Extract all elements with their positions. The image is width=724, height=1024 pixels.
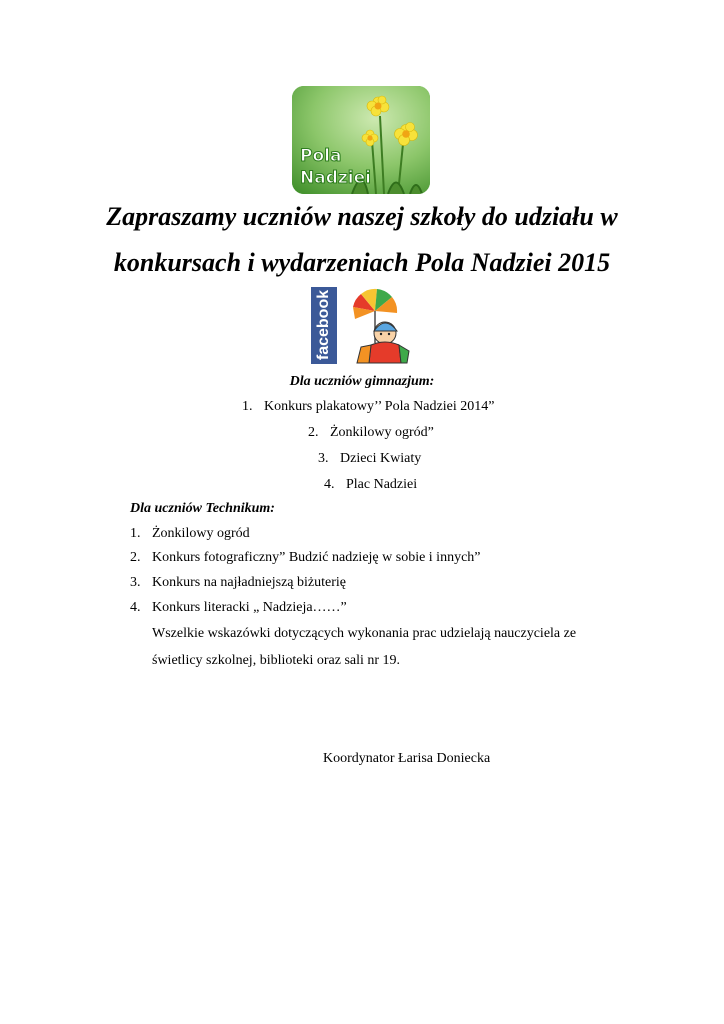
instructions-note-line-1: Wszelkie wskazówki dotyczących wykonania prac udzielają nauczyciela ze: [152, 626, 577, 641]
page-title-line-1: Zapraszamy uczniów naszej szkoły do udziału w: [106, 202, 618, 231]
list-item: [308, 424, 434, 442]
page-title-line-2: konkursach i wydarzeniach Pola Nadziei 2015: [113, 248, 611, 277]
technikum-heading: Dla uczniów Technikum:: [130, 501, 275, 516]
list-item-text: Konkurs na najładniejszą biżuterię: [152, 575, 346, 590]
list-item-text: Żonkilowy ogród: [152, 526, 250, 541]
list-item-number: 4.: [324, 477, 335, 492]
gimnazjum-heading: Dla uczniów gimnazjum:: [289, 374, 435, 389]
list-item-number: 2.: [130, 550, 141, 565]
pola-nadziei-logo: [292, 86, 430, 194]
coordinator-signature: Koordynator Łarisa Doniecka: [323, 751, 491, 766]
facebook-logo: [311, 287, 337, 364]
list-item-text: Dzieci Kwiaty: [340, 451, 422, 466]
facebook-badge[interactable]: [311, 287, 413, 364]
list-item-text: Plac Nadziei: [346, 477, 418, 492]
facebook-label: facebook: [315, 289, 332, 361]
list-item-number: 3.: [130, 575, 141, 590]
list-item: [318, 450, 421, 468]
child-with-umbrella-icon: [341, 287, 413, 364]
list-item: [130, 549, 481, 567]
list-item-text: Konkurs fotograficzny” Budzić nadzieję w sobie i innych”: [152, 550, 481, 565]
logo-text-nadziei: Nadziei: [300, 168, 371, 188]
list-item: [130, 599, 347, 617]
logo-text-pola: Pola: [300, 146, 342, 166]
list-item-number: 1.: [242, 399, 253, 414]
list-item-number: 3.: [318, 451, 329, 466]
list-item-text: Konkurs literacki „ Nadzieja……”: [152, 600, 347, 615]
instructions-note-line-2: świetlicy szkolnej, biblioteki oraz sali nr 19.: [152, 653, 401, 668]
list-item-text: Żonkilowy ogród”: [330, 425, 434, 440]
list-item: [242, 398, 494, 416]
list-item-number: 1.: [130, 526, 141, 541]
list-item-number: 2.: [308, 425, 319, 440]
list-item-number: 4.: [130, 600, 141, 615]
list-item: [130, 525, 250, 543]
list-item: [324, 476, 417, 494]
list-item: [130, 574, 346, 592]
list-item-text: Konkurs plakatowy’’ Pola Nadziei 2014”: [264, 399, 495, 414]
